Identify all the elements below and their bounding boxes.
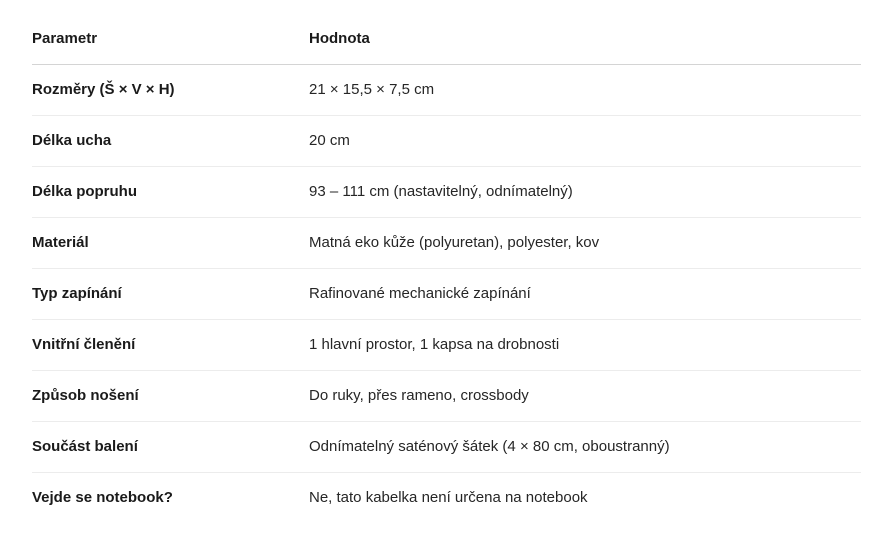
header-row	[32, 14, 861, 65]
row-parameter: Rozměry (Š × V × H)	[32, 81, 175, 98]
table-row	[32, 473, 861, 524]
row-parameter: Materiál	[32, 234, 89, 251]
row-parameter: Součást balení	[32, 438, 138, 455]
table-body	[32, 65, 861, 524]
table-header	[32, 14, 861, 65]
row-value: Do ruky, přes rameno, crossbody	[309, 387, 529, 404]
table-row	[32, 218, 861, 269]
row-parameter: Typ zapínání	[32, 285, 122, 302]
row-value: 21 × 15,5 × 7,5 cm	[309, 81, 435, 98]
row-parameter: Délka ucha	[32, 132, 112, 149]
table-row	[32, 422, 861, 473]
table-row	[32, 269, 861, 320]
row-parameter: Délka popruhu	[32, 183, 138, 200]
row-value: Ne, tato kabelka není určena na notebook	[309, 489, 588, 506]
row-value: 20 cm	[309, 132, 350, 149]
column-header-parameter: Parametr	[32, 30, 98, 47]
row-value: Odnímatelný saténový šátek (4 × 80 cm, oboustranný)	[309, 438, 670, 455]
table-row	[32, 320, 861, 371]
row-value: 1 hlavní prostor, 1 kapsa na drobnosti	[309, 336, 560, 353]
row-value: 93 – 111 cm (nastavitelný, odnímatelný)	[309, 183, 573, 200]
specs-table	[32, 14, 861, 523]
row-value: Rafinované mechanické zapínání	[309, 285, 531, 302]
column-header-value: Hodnota	[309, 30, 370, 47]
table-row	[32, 65, 861, 116]
row-parameter: Způsob nošení	[32, 387, 139, 404]
row-value: Matná eko kůže (polyuretan), polyester, kov	[309, 234, 600, 251]
table-row	[32, 371, 861, 422]
row-parameter: Vnitřní členění	[32, 336, 136, 353]
table-row	[32, 167, 861, 218]
table-row	[32, 116, 861, 167]
row-parameter: Vejde se notebook?	[32, 489, 173, 506]
